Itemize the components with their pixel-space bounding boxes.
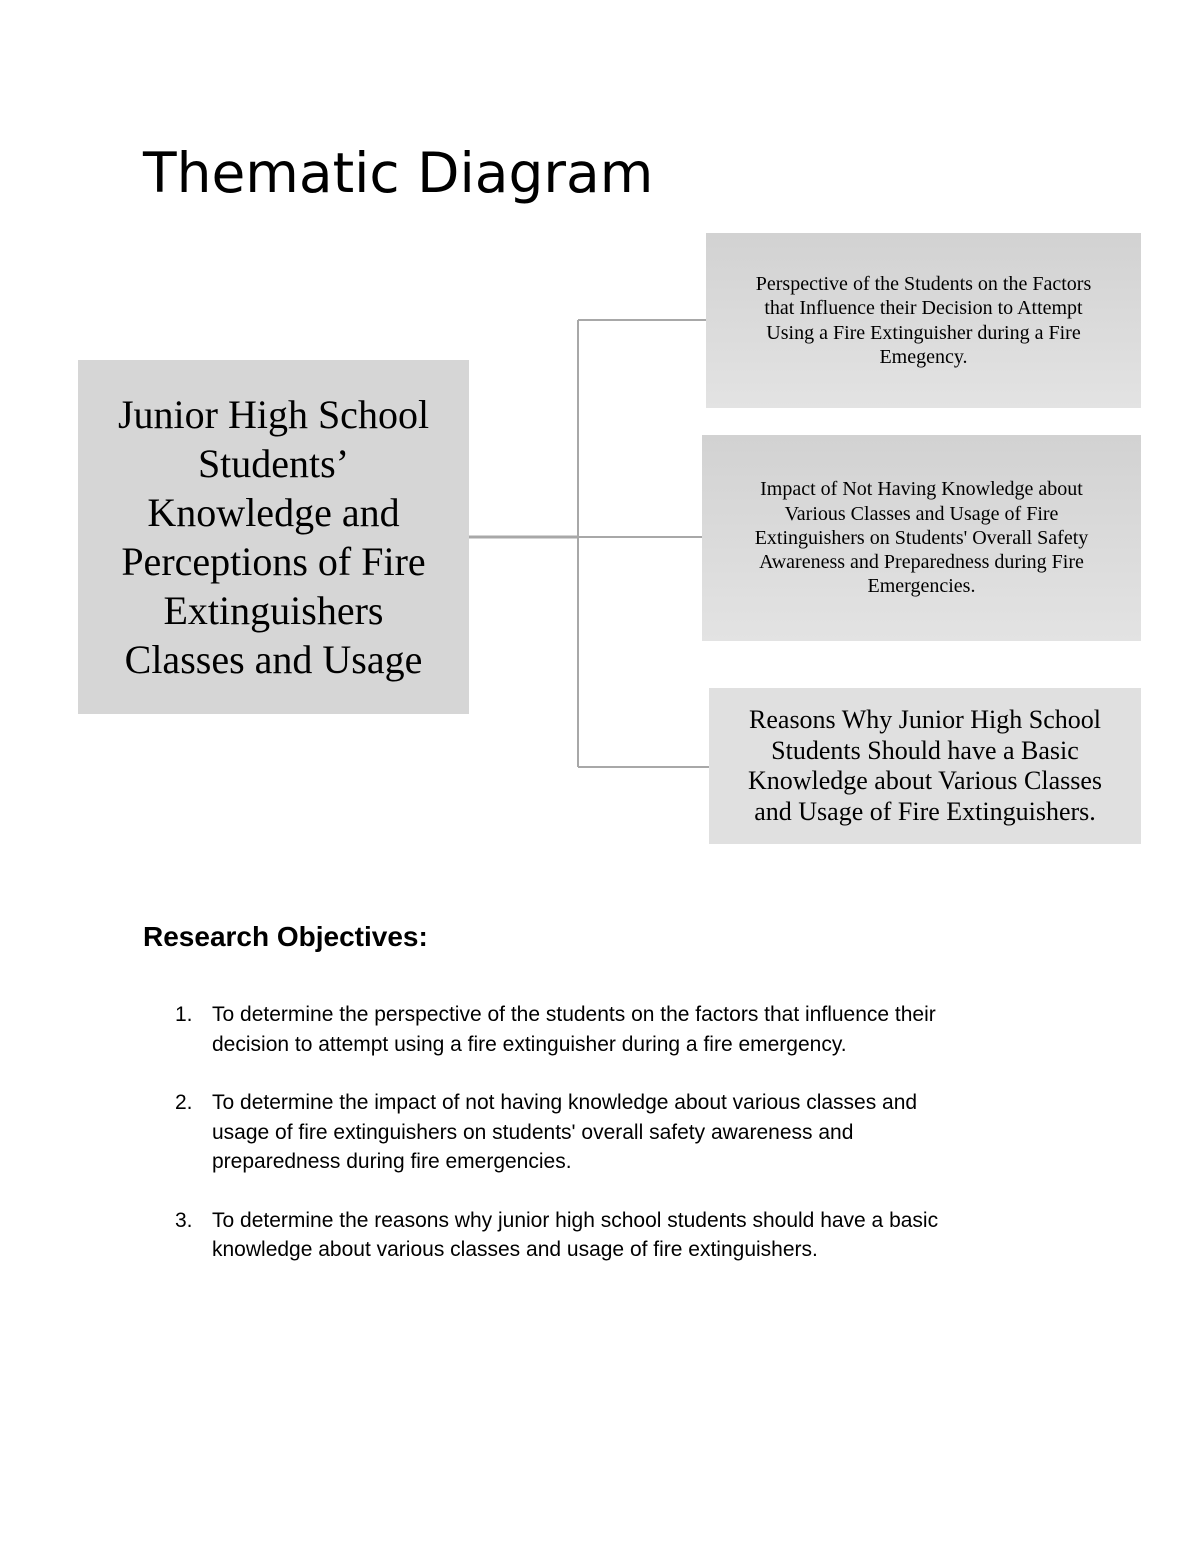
page-title: Thematic Diagram bbox=[143, 141, 654, 205]
main-topic-text: Junior High School Students’ Knowledge and Perceptions of Fire Extinguishers Classes and Usage bbox=[117, 392, 430, 682]
objective-number: 3. bbox=[175, 1208, 193, 1232]
objective-item bbox=[175, 1206, 1055, 1265]
branch-box-2 bbox=[702, 435, 1141, 641]
objective-number: 2. bbox=[175, 1091, 193, 1114]
branch-text-3: Reasons Why Junior High School Students Should have a Basic Knowledge about Various Classes and Usage of Fire Extinguishers. bbox=[747, 705, 1103, 826]
objective-text: To determine the reasons why junior high school students should have a basic knowledge about various classes and usage of fire extinguishers. bbox=[212, 1208, 939, 1261]
objective-number: 1. bbox=[175, 1003, 193, 1026]
objectives-list bbox=[175, 1000, 1055, 1294]
objective-item bbox=[175, 1088, 1055, 1177]
objective-item bbox=[175, 1000, 1055, 1059]
branch-text-2: Impact of Not Having Knowledge about Various Classes and Usage of Fire Extinguishers on Students' Overall Safety Awareness and Preparedness during Fire Emergencies. bbox=[754, 478, 1089, 598]
branch-text-1: Perspective of the Students on the Factors that Influence their Decision to Attempt Using a Fire Extinguisher during a Fire Emegency. bbox=[755, 272, 1092, 368]
branch-box-3 bbox=[709, 688, 1141, 844]
main-topic-box bbox=[78, 360, 469, 714]
objectives-heading: Research Objectives: bbox=[143, 921, 428, 952]
objective-text: To determine the impact of not having knowledge about various classes and usage of fire extinguishers on students' overall safety awareness and preparedness during fire emergencies. bbox=[212, 1091, 918, 1173]
branch-box-1 bbox=[706, 233, 1141, 408]
objective-text: To determine the perspective of the students on the factors that influence their decision to attempt using a fire extinguisher during a fire emergency. bbox=[212, 1003, 936, 1056]
